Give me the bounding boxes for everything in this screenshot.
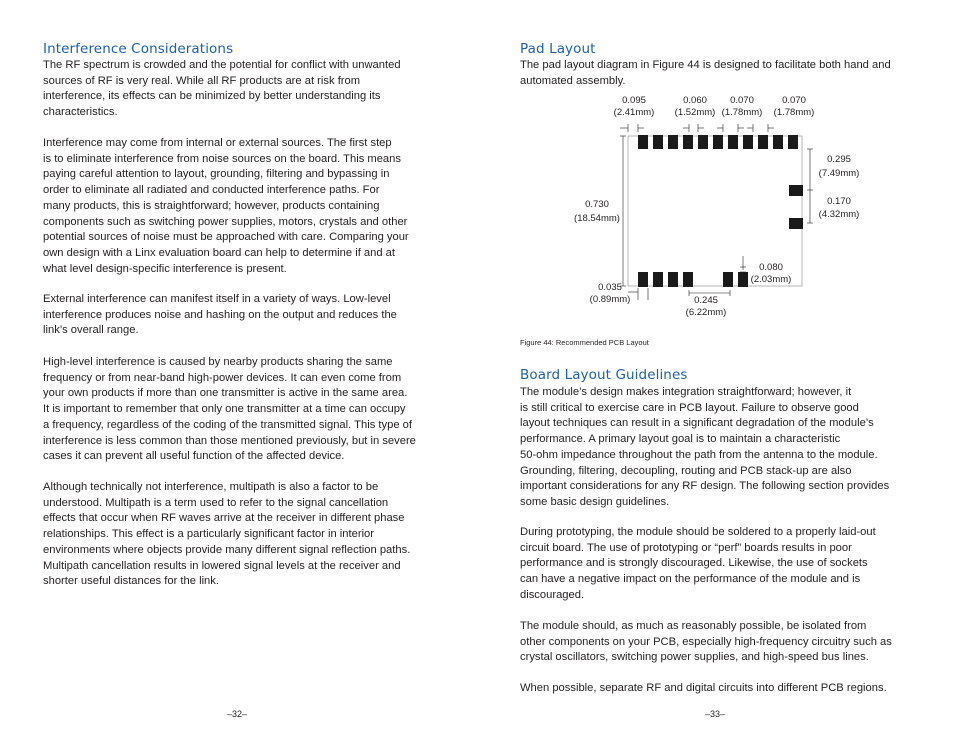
text-line: High-level interference is caused by nearby products sharing the same — [43, 356, 393, 368]
pad — [713, 135, 723, 149]
text-line: interference is less common than those mentioned previously, but in severe — [43, 434, 416, 447]
text-line: characteristics. — [43, 106, 118, 119]
text-line: discouraged. — [520, 588, 585, 601]
left-paragraph-5 — [43, 480, 410, 590]
dim-right-1-in: 0.295 — [827, 154, 851, 165]
pad — [638, 135, 648, 149]
text-line: is to eliminate interference from noise sources on the board. This means — [43, 152, 401, 165]
text-line: performance. A primary layout goal is to maintain a characteristic — [520, 433, 841, 446]
dim-top-4-in: 0.070 — [782, 95, 806, 106]
text-line: During prototyping, the module should be soldered to a properly laid-out — [520, 526, 876, 538]
text-line: The module’s design makes integration straightforward; however, it — [520, 386, 852, 398]
text-line: what level design-specific interference is present. — [43, 262, 287, 275]
text-line: own design with a Linx evaluation board can help to determine if and at — [43, 246, 396, 259]
dim-top-1-mm: (2.41mm) — [613, 107, 655, 118]
bottom-pad-row — [638, 272, 748, 287]
text-line: circuit board. The use of prototyping or “perf” boards results in poor — [520, 541, 852, 554]
text-line: Interference may come from internal or external sources. The first step — [43, 137, 392, 149]
dim-top-2-mm: (1.52mm) — [674, 107, 716, 118]
dim-bottom-right-in: 0.080 — [759, 262, 783, 273]
page-number: –33– — [704, 709, 726, 719]
text-line: The RF spectrum is crowded and the potential for conflict with unwanted — [43, 59, 401, 71]
text-line: a frequency, regardless of the coding of the transmitted signal. This type of — [43, 418, 412, 431]
text-line: The module should, as much as reasonably possible, be isolated from — [520, 620, 867, 632]
right-paragraph-3 — [520, 619, 892, 666]
text-line: effects that occur when RF waves arrive at the receiver in different phase — [43, 512, 405, 525]
text-line: relationships. This effect is a particularly significant factor in interior — [43, 528, 375, 541]
top-pad-row — [638, 135, 798, 149]
pad-layout-intro — [520, 58, 891, 89]
dim-bottom-right-mm: (2.03mm) — [750, 274, 792, 285]
text-line: Multipath cancellation results in lowered signal levels at the receiver and — [43, 559, 401, 572]
text-line: crystal oscillators, switching power supplies, and high-speed bus lines. — [520, 651, 869, 664]
dim-bottom-mid-mm: (6.22mm) — [685, 307, 727, 318]
dim-bottom-mid-in: 0.245 — [694, 295, 718, 306]
pad — [638, 272, 648, 287]
text-line: 50-ohm impedance throughout the path from the antenna to the module. — [520, 448, 878, 461]
dim-right-2-in: 0.170 — [827, 196, 851, 207]
left-paragraph-2 — [43, 136, 409, 277]
dim-bottom-left-in: 0.035 — [598, 282, 622, 293]
text-line: can have a negative impact on the performance of the module and is — [520, 573, 861, 586]
text-line: Although technically not interference, multipath is also a factor to be — [43, 481, 379, 493]
dim-right-1-mm: (7.49mm) — [818, 168, 860, 179]
pad-layout-heading: Pad Layout — [520, 41, 596, 57]
pad-layout-diagram — [477, 90, 954, 320]
pad — [723, 272, 733, 287]
text-line: paying careful attention to layout, grounding, filtering and bypassing in — [43, 168, 390, 181]
text-line: cases it can prevent all useful function of the affected device. — [43, 450, 345, 463]
pad — [728, 135, 738, 149]
dim-left-mm: (18.54mm) — [574, 213, 620, 224]
left-paragraph-4 — [43, 355, 416, 465]
pad — [773, 135, 783, 149]
text-line: understood. Multipath is a term used to refer to the signal cancellation — [43, 496, 389, 509]
board-layout-heading: Board Layout Guidelines — [520, 367, 688, 383]
text-line: potential sources of noise must be approached with care. Comparing your — [43, 231, 409, 244]
text-line: The pad layout diagram in Figure 44 is designed to facilitate both hand and — [520, 59, 891, 71]
pad — [743, 135, 753, 149]
dim-right-2-mm: (4.32mm) — [818, 209, 860, 220]
right-page — [477, 0, 954, 738]
dim-top-3-mm: (1.78mm) — [721, 107, 763, 118]
pad — [788, 135, 798, 149]
text-line: many products, this is straightforward; however, products containing — [43, 199, 380, 212]
text-line: External interference can manifest itself in a variety of ways. Low-level — [43, 293, 391, 305]
text-line: shorter useful distances for the link. — [43, 575, 219, 588]
text-line: order to eliminate all radiated and conducted interference paths. For — [43, 184, 380, 197]
text-line: interference, its effects can be minimized by better understanding its — [43, 90, 381, 103]
dim-top-3-in: 0.070 — [730, 95, 754, 106]
right-paragraph-4 — [520, 681, 887, 697]
pad — [653, 272, 663, 287]
text-line: It is important to remember that only one transmitter at a time can occupy — [43, 403, 406, 416]
text-line: link’s overall range. — [43, 324, 139, 337]
text-line: automated assembly. — [520, 74, 626, 87]
pad — [668, 272, 678, 287]
pad — [698, 135, 708, 149]
dim-bottom-left-mm: (0.89mm) — [589, 294, 631, 305]
text-line: interference produces noise and hashing on the output and reduces the — [43, 308, 397, 321]
pad — [738, 272, 748, 287]
dim-top-1-in: 0.095 — [622, 95, 646, 106]
page-number: –32– — [226, 709, 248, 719]
text-line: performance and is strongly discouraged. Likewise, the use of sockets — [520, 557, 868, 570]
text-line: layout techniques can result in a significant degradation of the module’s — [520, 417, 874, 430]
pad — [653, 135, 663, 149]
text-line: frequency or from near-band high-power devices. It can even come from — [43, 371, 402, 384]
right-pad-upper — [789, 185, 803, 196]
right-paragraph-2 — [520, 525, 876, 604]
right-paragraph-1 — [520, 385, 889, 511]
dim-top-2-in: 0.060 — [683, 95, 707, 106]
dim-top-4-mm: (1.78mm) — [773, 107, 815, 118]
dim-left-in: 0.730 — [585, 199, 609, 210]
text-line: components such as switching power supplies, motors, crystals and other — [43, 215, 408, 228]
pad — [683, 272, 693, 287]
left-paragraph-3 — [43, 292, 397, 339]
text-line: environments where objects provide many different signal reflection paths. — [43, 543, 411, 556]
text-line: Grounding, filtering, decoupling, routing and PCB stack-up are also — [520, 464, 852, 477]
pad — [668, 135, 678, 149]
text-line: other components on your PCB, especially high-frequency circuitry such as — [520, 635, 892, 648]
figure-caption: Figure 44: Recommended PCB Layout — [520, 338, 649, 347]
text-line: is still critical to exercise care in PCB layout. Failure to observe good — [520, 401, 859, 414]
text-line: sources of RF is very real. While all RF products are at risk from — [43, 74, 361, 87]
left-paragraph-1 — [43, 58, 401, 121]
right-pad-lower — [789, 218, 803, 229]
text-line: important considerations for any RF design. The following section provides — [520, 480, 890, 493]
interference-heading: Interference Considerations — [43, 41, 234, 57]
top-dimension-markers — [620, 124, 774, 132]
text-line: some basic design guidelines. — [520, 495, 670, 508]
text-line: your own products if more than one transmitter is active in the same area. — [43, 387, 408, 400]
pad — [758, 135, 768, 149]
pad — [683, 135, 693, 149]
right-dimension-markers — [807, 149, 813, 223]
text-line: When possible, separate RF and digital circuits into different PCB regions. — [520, 682, 887, 694]
